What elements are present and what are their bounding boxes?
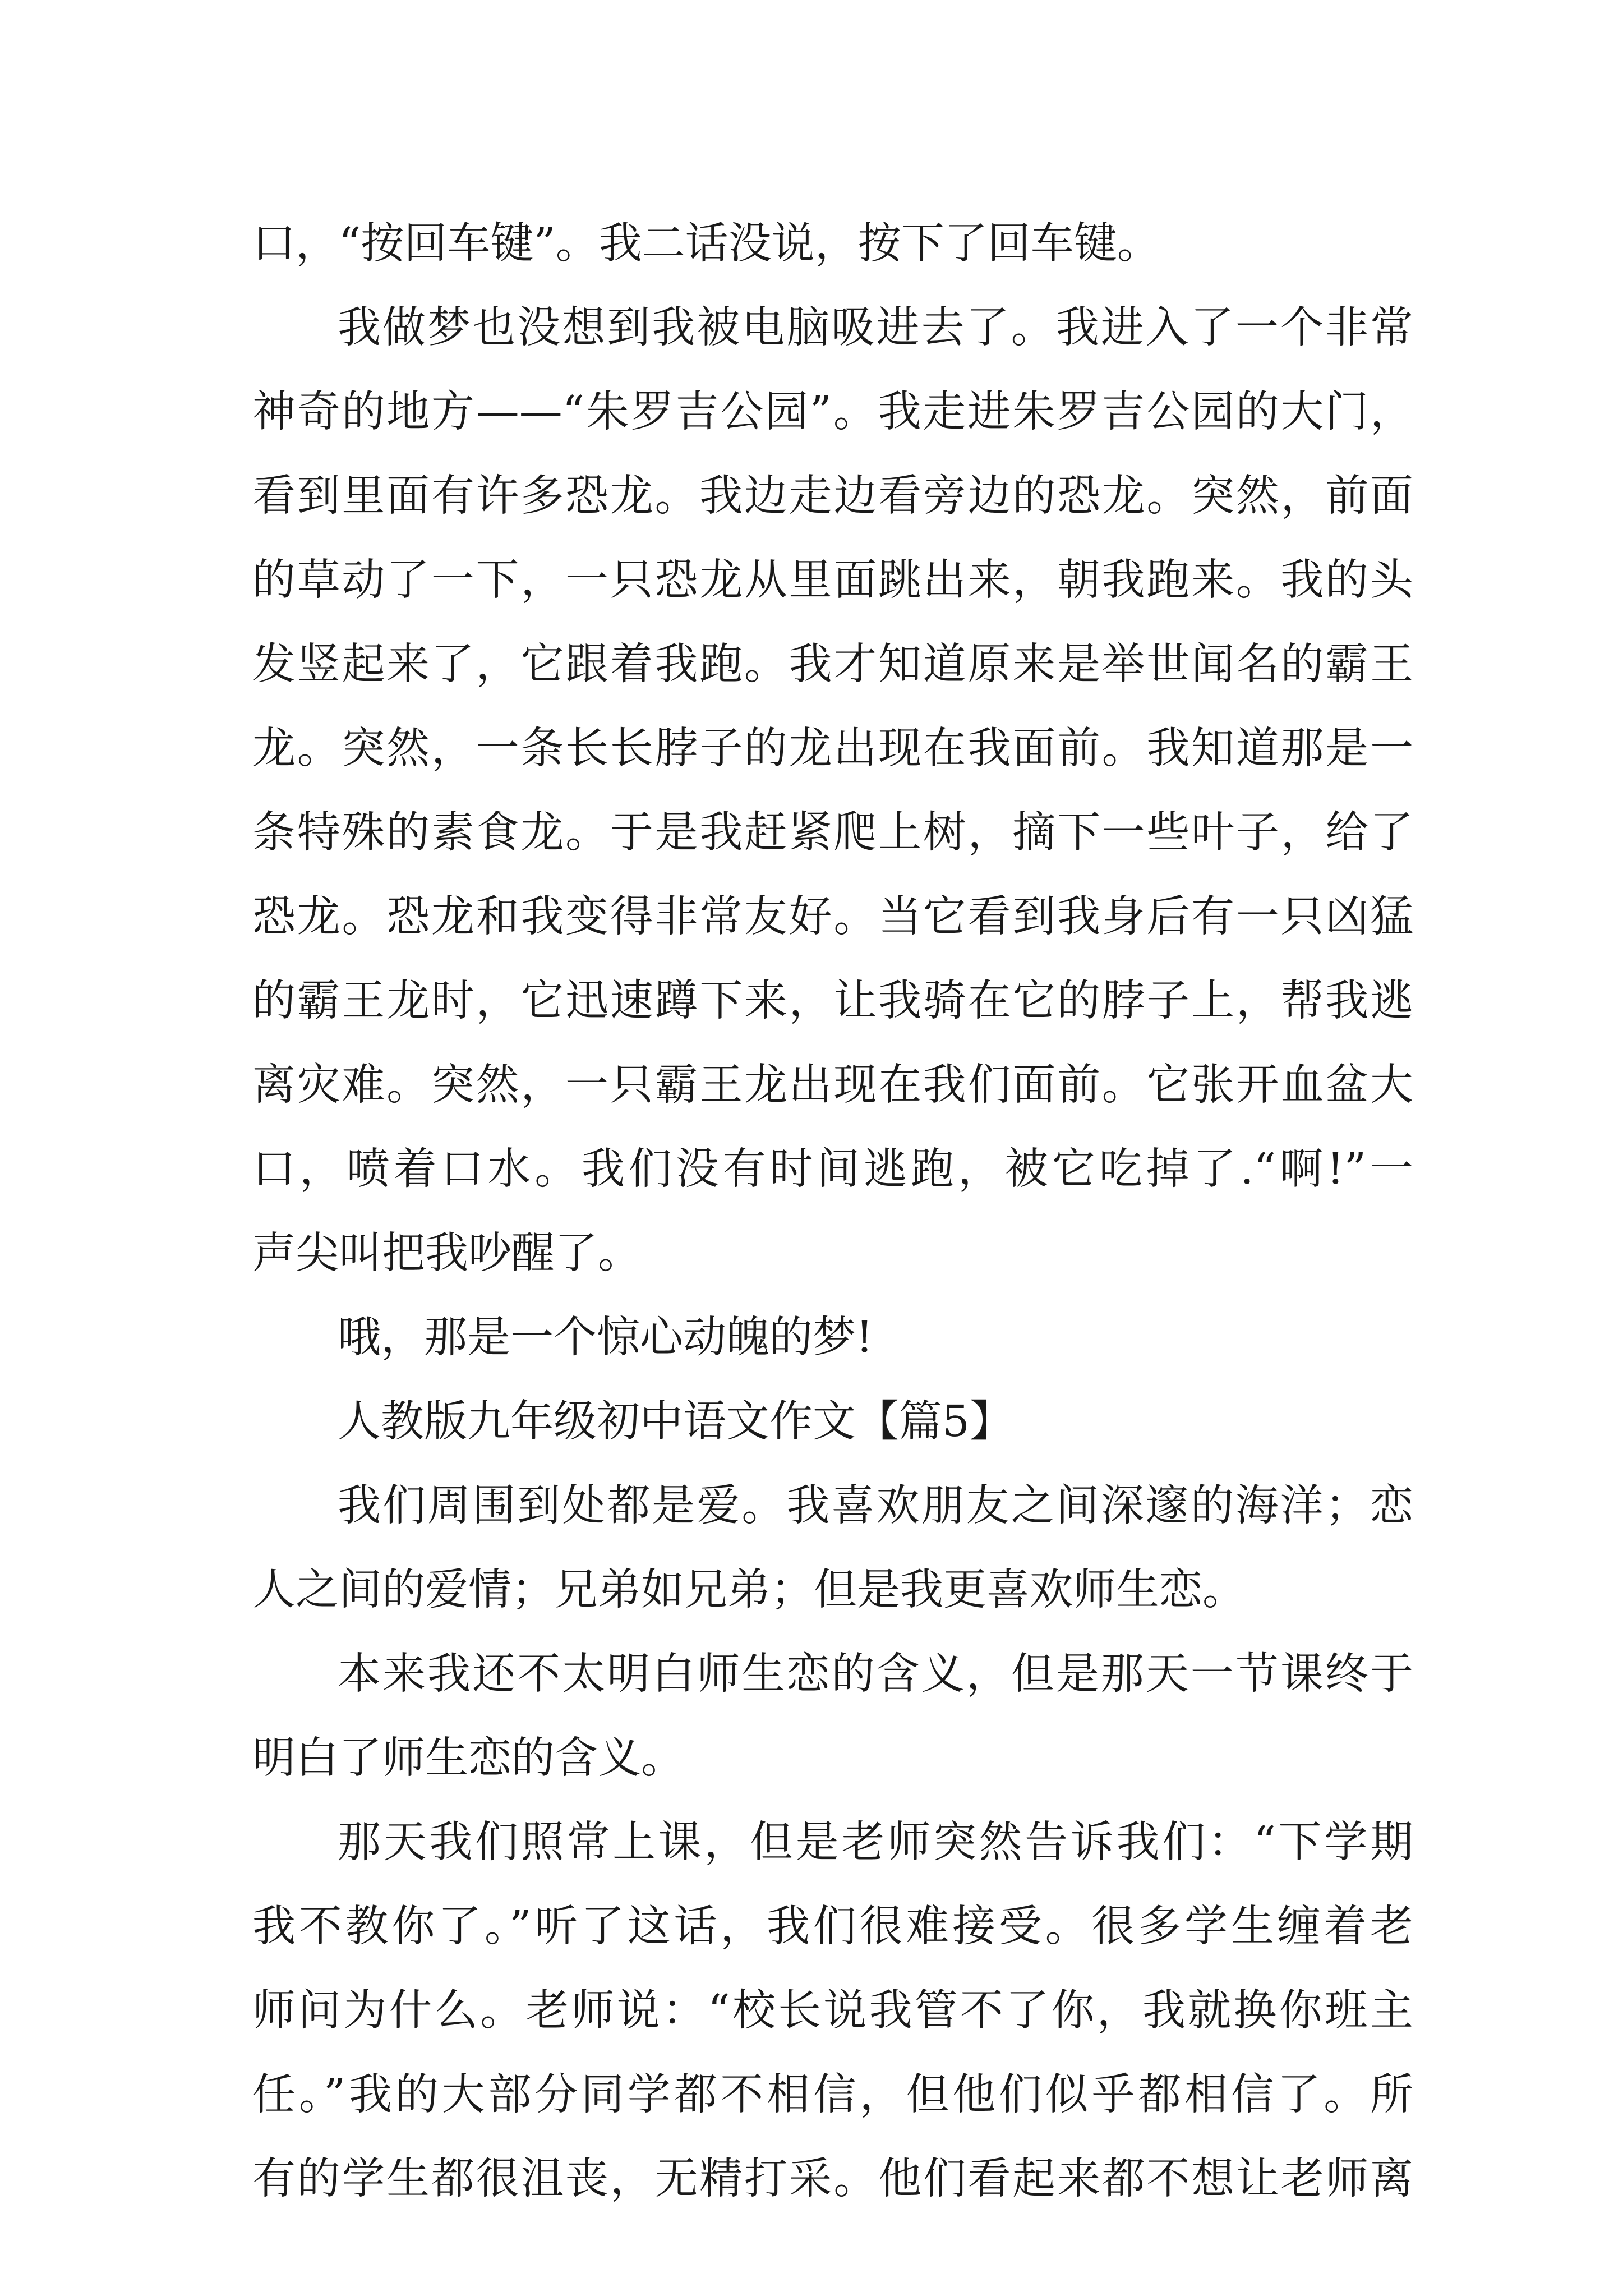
text-line: 任。”我的大部分同学都不相信，但他们似乎都相信了。所	[252, 2070, 1413, 2120]
text-line: 恐龙。恐龙和我变得非常友好。当它看到我身后有一只凶猛	[252, 892, 1413, 942]
text-line: 口，喷着口水。我们没有时间逃跑，被它吃掉了.“啊!”一	[252, 1144, 1413, 1194]
text-line: 有的学生都很沮丧，无精打采。他们看起来都不想让老师离	[252, 2154, 1413, 2204]
text-line: 的霸王龙时，它迅速蹲下来，让我骑在它的脖子上，帮我逃	[252, 976, 1413, 1026]
text-line: 声尖叫把我吵醒了。	[252, 1228, 641, 1278]
text-line: 明白了师生恋的含义。	[252, 1733, 684, 1783]
text-line: 发竖起来了，它跟着我跑。我才知道原来是举世闻名的霸王	[252, 639, 1413, 689]
section-heading: 人教版九年级初中语文作文【篇5】	[338, 1397, 1013, 1447]
text-line: 哦，那是一个惊心动魄的梦!	[338, 1313, 873, 1363]
text-line: 离灾难。突然，一只霸王龙出现在我们面前。它张开血盆大	[252, 1060, 1413, 1110]
text-line: 本来我还不太明白师生恋的含义，但是那天一节课终于	[338, 1649, 1413, 1699]
text-line: 的草动了一下，一只恐龙从里面跳出来，朝我跑来。我的头	[252, 555, 1413, 605]
text-line: 那天我们照常上课，但是老师突然告诉我们：“下学期	[338, 1818, 1413, 1867]
text-line: 神奇的地方——“朱罗吉公园”。我走进朱罗吉公园的大门，	[252, 387, 1413, 437]
text-line: 我做梦也没想到我被电脑吸进去了。我进入了一个非常	[338, 303, 1413, 353]
text-line: 口，“按回车键”。我二话没说，按下了回车键。	[252, 219, 1160, 269]
text-line: 人之间的爱情；兄弟如兄弟；但是我更喜欢师生恋。	[252, 1565, 1246, 1615]
text-line: 我们周围到处都是爱。我喜欢朋友之间深邃的海洋；恋	[338, 1481, 1413, 1531]
text-line: 师问为什么。老师说：“校长说我管不了你，我就换你班主	[252, 1986, 1413, 2036]
text-line: 条特殊的素食龙。于是我赶紧爬上树，摘下一些叶子，给了	[252, 808, 1413, 858]
text-line: 龙。突然，一条长长脖子的龙出现在我面前。我知道那是一	[252, 724, 1413, 774]
text-line: 我不教你了。”听了这话，我们很难接受。很多学生缠着老	[252, 1902, 1413, 1952]
text-line: 看到里面有许多恐龙。我边走边看旁边的恐龙。突然，前面	[252, 471, 1413, 521]
